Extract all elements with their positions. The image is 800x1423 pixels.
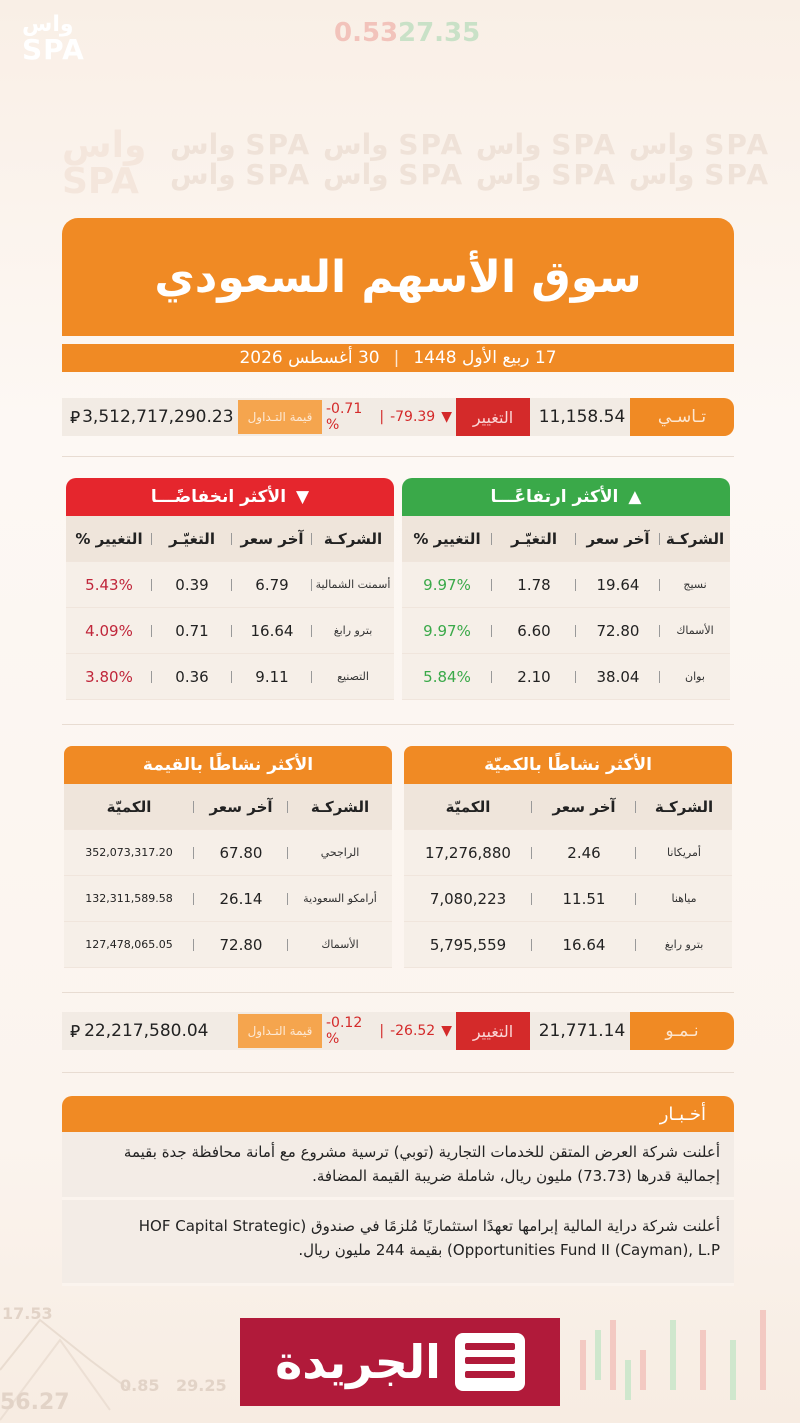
table-row xyxy=(64,830,392,876)
tasi-label: تـاسـي xyxy=(630,398,734,436)
ghost-number: 56.27 xyxy=(0,1390,70,1415)
divider xyxy=(62,456,734,457)
most-active-volume-header xyxy=(404,746,732,784)
change-pct: 9.97% xyxy=(402,622,492,640)
watermark-text: واس SPA واس SPA واس SPA واس SPA xyxy=(170,130,770,161)
publisher-logo xyxy=(240,1318,560,1406)
change: 1.78 xyxy=(492,576,576,594)
nomu-label: نـمـو xyxy=(630,1012,734,1050)
company-name: أمريكانا xyxy=(667,846,701,859)
company-name: بترو رابغ xyxy=(664,938,704,951)
title-banner xyxy=(62,218,734,336)
last-price: 72.80 xyxy=(576,622,660,640)
change: 0.36 xyxy=(152,668,232,686)
col-company: الشركـة xyxy=(310,797,370,816)
gregorian-date: 30 أغسطس 2026 xyxy=(239,348,380,368)
most-active-value-header xyxy=(64,746,392,784)
watermark-band xyxy=(170,130,780,192)
change-pct: 5.84% xyxy=(402,668,492,686)
last-price: 6.79 xyxy=(232,576,312,594)
page-title: سوق الأسهم السعودي xyxy=(154,251,642,303)
volume: 5,795,559 xyxy=(404,936,532,954)
table-row xyxy=(64,876,392,922)
table-row xyxy=(404,876,732,922)
nomu-value: 21,771.14 xyxy=(538,1021,626,1041)
table-row xyxy=(66,562,394,608)
most-active-volume-title: الأكثر نشاطًا بالكميّة xyxy=(484,755,652,775)
nomu-turnover xyxy=(70,1012,238,1050)
table-header-row xyxy=(402,516,730,562)
most-active-value-title: الأكثر نشاطًا بالقيمة xyxy=(142,755,314,775)
col-last-price: آخر سعر xyxy=(194,798,288,816)
date-bar xyxy=(62,344,734,372)
company-name: مياهنا xyxy=(671,892,697,905)
hijri-date: 17 ربيع الأول 1448 xyxy=(413,348,557,368)
change-pct: 3.80% xyxy=(66,668,152,686)
spa-watermark-latin: SPA xyxy=(62,161,139,202)
company-name: بترو رابغ xyxy=(333,624,373,637)
company-name: الأسماك xyxy=(676,624,714,637)
divider xyxy=(62,1072,734,1073)
tasi-change-points: -79.39 xyxy=(390,409,436,425)
table-header-row xyxy=(66,516,394,562)
news-header xyxy=(62,1096,734,1132)
table-row xyxy=(402,654,730,700)
last-price: 2.46 xyxy=(532,844,636,862)
change: 2.10 xyxy=(492,668,576,686)
col-change-pct: التغيير % xyxy=(402,530,492,548)
news-title: أخـبـار xyxy=(659,1103,706,1125)
spa-logo-latin: SPA xyxy=(22,33,85,66)
publisher-name: الجريدة xyxy=(275,1335,441,1389)
top-gainers-header xyxy=(402,478,730,516)
ghost-number: 17.53 xyxy=(2,1304,53,1323)
volume: 17,276,880 xyxy=(404,844,532,862)
change: 0.39 xyxy=(152,576,232,594)
col-last-price: آخر سعر xyxy=(576,530,660,548)
news-item: أعلنت شركة العرض المتقن للخدمات التجارية (توبي) ترسية مشروع مع أمانة محافظة جدة بقيمة إجمالية قدرها (73.73) مليون ريال، شاملة ضريبة القيمة المضافة. xyxy=(62,1132,734,1200)
last-price: 16.64 xyxy=(532,936,636,954)
divider xyxy=(62,992,734,993)
nomu-row xyxy=(62,1012,734,1050)
col-volume: الكميّة xyxy=(404,798,532,816)
top-gainers-title: الأكثر ارتفاعًـــا xyxy=(490,487,619,507)
date-separator: | xyxy=(393,348,400,368)
most-active-volume-panel xyxy=(404,746,732,968)
separator: | xyxy=(379,409,385,425)
most-active-volume-table xyxy=(404,784,732,968)
newspaper-icon xyxy=(455,1333,525,1391)
traded-value: 132,311,589.58 xyxy=(64,892,194,905)
last-price: 38.04 xyxy=(576,668,660,686)
most-active-value-panel xyxy=(64,746,392,968)
tasi-row xyxy=(62,398,734,436)
nomu-change-pct: -0.12 % xyxy=(326,1015,363,1047)
nomu-change xyxy=(326,1012,452,1050)
col-company: الشركـة xyxy=(665,529,725,548)
news-panel xyxy=(62,1096,734,1286)
table-row xyxy=(66,654,394,700)
top-losers-panel xyxy=(66,478,394,700)
nomu-turnover-label: قيمة التـداول xyxy=(238,1014,322,1048)
ghost-number: 0.85 xyxy=(120,1376,160,1395)
riyal-icon: ⃁ xyxy=(70,1022,81,1042)
col-company: الشركـة xyxy=(654,797,714,816)
tasi-change-pct: -0.71 % xyxy=(326,401,363,433)
last-price: 26.14 xyxy=(194,890,288,908)
last-price: 19.64 xyxy=(576,576,660,594)
col-change: التغيّـر xyxy=(152,530,232,548)
nomu-change-label: التغيير xyxy=(456,1012,530,1050)
nomu-change-points: -26.52 xyxy=(390,1023,436,1039)
riyal-icon: ⃁ xyxy=(70,408,81,428)
company-name: أسمنت الشمالية xyxy=(315,578,391,591)
volume: 7,080,223 xyxy=(404,890,532,908)
change-pct: 5.43% xyxy=(66,576,152,594)
table-header-row xyxy=(64,784,392,830)
last-price: 67.80 xyxy=(194,844,288,862)
table-row xyxy=(404,830,732,876)
traded-value: 127,478,065.05 xyxy=(64,938,194,951)
ghost-number: 0.53 xyxy=(334,18,399,48)
tasi-value: 11,158.54 xyxy=(538,407,626,427)
spa-watermark-arabic: واس xyxy=(62,125,147,166)
col-change-pct: التغيير % xyxy=(66,530,152,548)
top-gainers-table xyxy=(402,516,730,700)
table-row xyxy=(64,922,392,968)
col-value: الكميّة xyxy=(64,798,194,816)
separator: | xyxy=(379,1023,385,1039)
tasi-change-label: التغيير xyxy=(456,398,530,436)
tasi-turnover xyxy=(70,398,238,436)
top-losers-title: الأكثر انخفاضًـــا xyxy=(150,487,287,507)
tasi-turnover-value: 3,512,717,290.23 xyxy=(82,407,234,427)
nomu-turnover-value: 22,217,580.04 xyxy=(84,1021,209,1041)
top-gainers-panel xyxy=(402,478,730,700)
table-header-row xyxy=(404,784,732,830)
spa-logo-arabic: واس xyxy=(22,12,74,37)
last-price: 11.51 xyxy=(532,890,636,908)
spa-watermark-logo xyxy=(62,125,147,202)
change-pct: 9.97% xyxy=(402,576,492,594)
spa-logo xyxy=(22,14,85,64)
company-name: الأسماك xyxy=(321,938,359,951)
col-last-price: آخر سعر xyxy=(532,798,636,816)
most-active-value-table xyxy=(64,784,392,968)
traded-value: 352,073,317.20 xyxy=(64,846,194,859)
divider xyxy=(62,724,734,725)
company-name: بوان xyxy=(685,670,705,683)
top-losers-table xyxy=(66,516,394,700)
ghost-number: 27.35 xyxy=(398,18,481,48)
change: 0.71 xyxy=(152,622,232,640)
company-name: نسيج xyxy=(683,578,707,591)
last-price: 16.64 xyxy=(232,622,312,640)
change-pct: 4.09% xyxy=(66,622,152,640)
tasi-turnover-label: قيمة التـداول xyxy=(238,400,322,434)
col-change: التغيّـر xyxy=(492,530,576,548)
down-arrow-icon: ▼ xyxy=(296,487,310,507)
news-item: أعلنت شركة دراية المالية إبرامها تعهدًا استثماريًا مُلزمًا في صندوق (HOF Capital Strategic Opportunities Fund II (Cayman), L.P) بقيمة 244 مليون ريال. xyxy=(62,1200,734,1286)
up-arrow-icon: ▲ xyxy=(628,487,642,507)
company-name: أرامكو السعودية xyxy=(303,892,377,905)
down-arrow-icon: ▼ xyxy=(441,1023,452,1039)
change: 6.60 xyxy=(492,622,576,640)
company-name: الراجحي xyxy=(320,846,360,859)
down-arrow-icon: ▼ xyxy=(441,409,452,425)
last-price: 9.11 xyxy=(232,668,312,686)
last-price: 72.80 xyxy=(194,936,288,954)
table-row xyxy=(66,608,394,654)
ghost-number: 29.25 xyxy=(176,1376,227,1395)
tasi-change xyxy=(326,398,452,436)
col-company: الشركـة xyxy=(323,529,383,548)
watermark-text: واس SPA واس SPA واس SPA واس SPA xyxy=(170,158,770,191)
table-row xyxy=(402,562,730,608)
col-last-price: آخر سعر xyxy=(232,530,312,548)
table-row xyxy=(402,608,730,654)
top-losers-header xyxy=(66,478,394,516)
company-name: التصنيع xyxy=(337,670,369,683)
table-row xyxy=(404,922,732,968)
